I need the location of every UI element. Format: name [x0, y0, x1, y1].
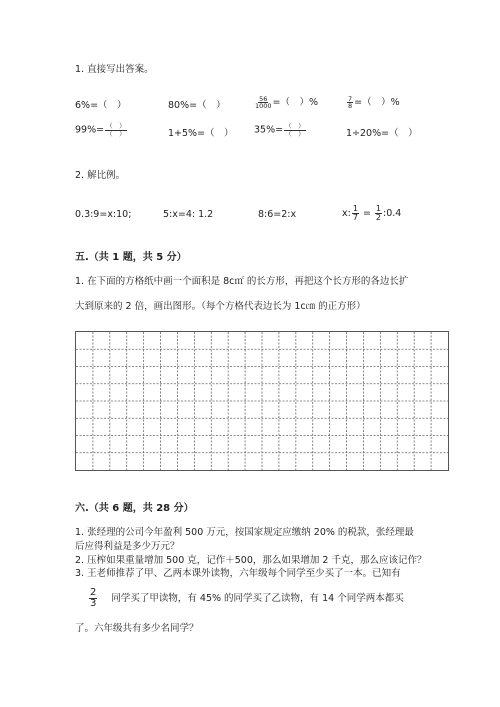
proportion-part: x:	[342, 208, 351, 219]
question-6-3-line-3: 了。六年级共有多少名同学？	[75, 623, 199, 634]
fraction-numerator: 1	[352, 204, 358, 213]
fraction-1-7	[352, 205, 359, 222]
fraction-7-8	[347, 96, 353, 110]
fraction-denominator: 3	[90, 598, 97, 609]
problem-35-percent	[254, 123, 307, 137]
question-6-3-text: 同学买了甲读物，有 45% 的同学买了乙读物，有 14 个同学两本都买	[111, 593, 404, 604]
section-5-question-line-2: 大到原来的 2 倍，画出图形。（每个方格代表边长为 1c㎝ 的正方形）	[75, 301, 366, 312]
fraction-numerator: （ ）	[285, 122, 305, 130]
fraction-denominator: （ ）	[285, 129, 305, 138]
fraction-2-3	[89, 588, 97, 609]
fraction-denominator: 1000	[255, 102, 272, 110]
proportion-part: :0.4	[383, 208, 402, 219]
question-6-1-line-2: 后应得利益是多少万元？	[75, 541, 180, 552]
question-2-heading: 2. 解比例。	[75, 170, 126, 181]
problem-7-over-8	[346, 94, 400, 110]
problem-80-percent: 80%=（ ）	[168, 100, 226, 111]
section-5-title: 五.（共 1 题，共 5 分）	[75, 252, 187, 263]
question-6-3-line-2	[88, 588, 404, 609]
problem-99-percent	[75, 123, 128, 137]
fraction-denominator: 7	[352, 213, 358, 222]
problem-prefix: 35%=	[254, 124, 284, 136]
fraction-numerator: 1	[375, 204, 382, 213]
fraction-numerator: 2	[90, 587, 97, 598]
fraction-numerator: （ ）	[106, 122, 126, 130]
proportion-3: 8:6=2:x	[258, 209, 297, 220]
problem-56-over-1000	[254, 94, 318, 110]
fraction-56-1000	[255, 96, 272, 110]
fraction-denominator: 8	[348, 102, 353, 110]
problem-suffix: =（ ）%	[272, 97, 319, 108]
problem-1-div-20-percent: 1÷20%=（ ）	[346, 128, 418, 139]
fraction-denominator: （ ）	[106, 129, 126, 138]
question-6-2: 2. 压榨如果重量增加 500 克，记作＋500，那么如果增加 2 千克，那么应该记作？	[75, 555, 427, 566]
problem-1-plus-5-percent: 1+5%=（ ）	[168, 128, 234, 139]
question-6-1-line-1: 1. 张经理的公司今年盈利 500 万元，按国家规定应缴纳 20% 的税款，张经理最	[75, 527, 414, 538]
graph-paper-grid[interactable]	[75, 331, 449, 471]
blank-fraction	[105, 123, 127, 137]
problem-prefix: 99%=	[75, 124, 105, 136]
proportion-1: 0.3:9=x:10;	[75, 209, 132, 220]
problem-suffix: =（ ）%	[354, 97, 400, 108]
blank-fraction	[284, 123, 306, 137]
fraction-numerator: 56	[259, 94, 268, 103]
question-6-3-line-1: 3. 王老师推荐了甲、乙两本课外读物，六年级每个同学至少买了一本。已知有	[75, 568, 401, 579]
section-5-question-line-1: 1. 在下面的方格纸中画一个面积是 8c㎡ 的长方形，再把这个长方形的各边长扩	[75, 276, 409, 287]
fraction-numerator: 7	[348, 94, 353, 103]
problem-6-percent: 6%=（ ）	[75, 100, 127, 111]
proportion-2: 5:x=4: 1.2	[163, 209, 214, 220]
proportion-4	[342, 205, 401, 222]
grid-lines	[76, 332, 448, 470]
fraction-1-2	[375, 205, 382, 222]
question-1-heading: 1. 直接写出答案。	[75, 64, 154, 75]
section-6-title: 六.（共 6 题，共 28 分）	[75, 503, 194, 514]
proportion-part: =	[359, 208, 374, 219]
fraction-denominator: 2	[375, 213, 382, 222]
